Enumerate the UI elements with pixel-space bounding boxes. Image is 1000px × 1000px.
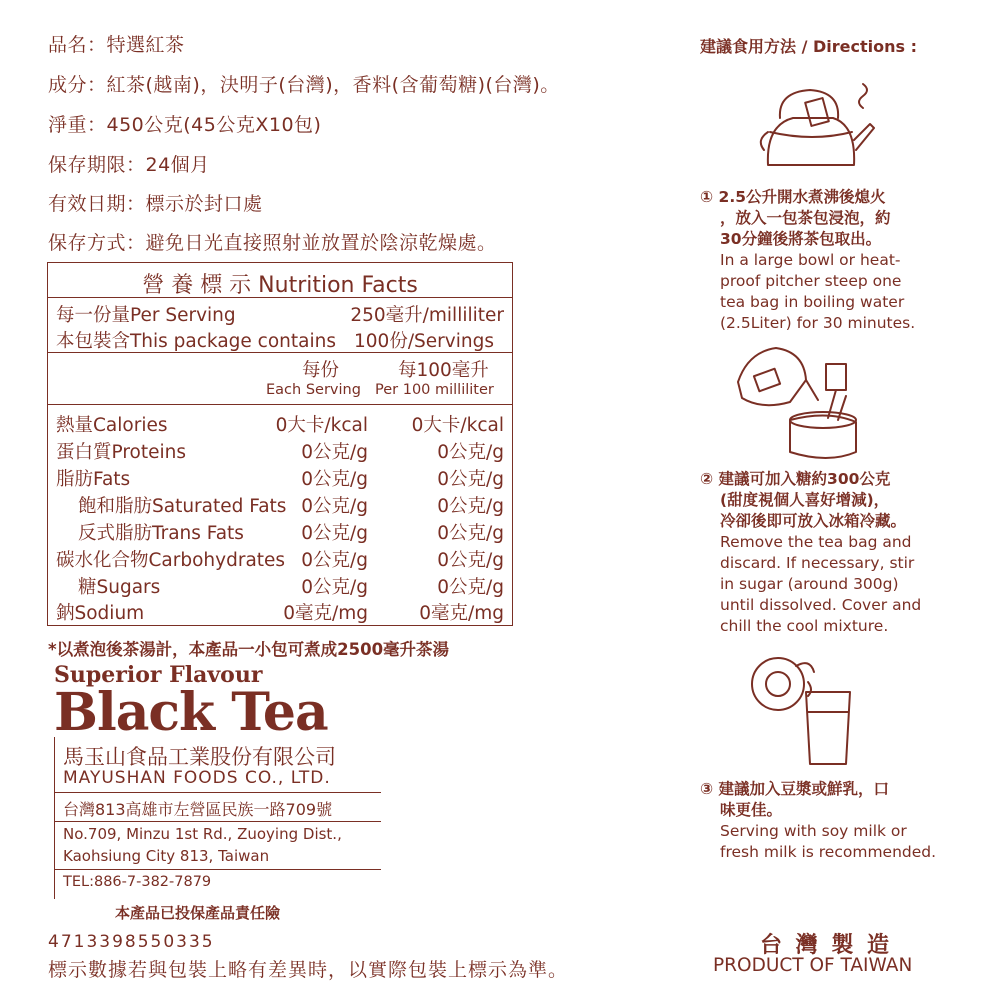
col-per-100ml-zh: 每100毫升 <box>398 360 489 381</box>
row-label: 脂肪Fats <box>56 469 131 490</box>
brand-title: Black Tea <box>54 682 328 743</box>
direction-step-2: ② 建議可加入糖約300公克 (甜度視個人喜好增減)， 冷卻後即可放入冰箱冷藏。 Remove the tea bag and discard. If necessary, stir in sugar (around 300g) until dissolved. Cover and chill the cool mixture. <box>700 470 922 635</box>
row-label: 熱量Calories <box>56 415 168 436</box>
row-value-100ml: 0公克/g <box>437 577 504 598</box>
per-serving-value: 250毫升/milliliter <box>350 305 504 326</box>
nutrition-facts-table <box>47 262 513 626</box>
telephone: TEL:886-7-382-7879 <box>63 874 212 890</box>
row-value-100ml: 0毫克/mg <box>419 603 504 624</box>
row-value-100ml: 0大卡/kcal <box>411 415 504 436</box>
nutrition-footnote: *以煮泡後茶湯計，本產品一小包可煮成2500毫升茶湯 <box>48 640 450 659</box>
company-name-en: MAYUSHAN FOODS CO., LTD. <box>63 768 331 788</box>
col-each-serving-en: Each Serving <box>266 382 361 398</box>
net-weight: 淨重：450公克(45公克X10包) <box>48 114 322 136</box>
disclaimer: 標示數據若與包裝上略有差異時，以實際包裝上標示為準。 <box>48 959 569 981</box>
brand-subtitle: Superior Flavour <box>54 662 263 688</box>
direction-step-1: ① 2.5公升開水煮沸後熄火 ，放入一包茶包浸泡，約 30分鐘後將茶包取出。 In a large bowl or heat- proof pitcher steep one tea bag in boiling water (2.5Liter) for 30 minutes. <box>700 188 916 332</box>
insurance-note: 本產品已投保產品責任險 <box>115 904 281 922</box>
row-label: 蛋白質Proteins <box>56 442 186 463</box>
row-value-100ml: 0公克/g <box>437 523 504 544</box>
row-label: 碳水化合物Carbohydrates <box>56 550 286 571</box>
row-label: 鈉Sodium <box>56 603 145 624</box>
origin-zh: 台 灣 製 造 <box>760 933 892 958</box>
storage-method: 保存方式：避免日光直接照射並放置於陰涼乾燥處。 <box>48 232 497 254</box>
serving-illustration <box>748 648 858 768</box>
kettle-illustration <box>748 80 878 180</box>
row-label: 飽和脂肪Saturated Fats <box>78 496 287 517</box>
address-en-line1: No.709, Minzu 1st Rd., Zuoying Dist., <box>63 825 342 843</box>
product-name: 品名：特選紅茶 <box>48 34 185 56</box>
row-value-100ml: 0公克/g <box>437 550 504 571</box>
row-value-serving: 0公克/g <box>301 577 368 598</box>
row-label: 反式脂肪Trans Fats <box>78 523 244 544</box>
steeping-illustration <box>728 340 878 462</box>
row-value-100ml: 0公克/g <box>437 469 504 490</box>
origin-en: PRODUCT OF TAIWAN <box>713 955 913 976</box>
row-value-serving: 0大卡/kcal <box>275 415 368 436</box>
expiry-date: 有效日期：標示於封口處 <box>48 193 263 215</box>
shelf-life: 保存期限：24個月 <box>48 154 210 176</box>
row-value-serving: 0公克/g <box>301 496 368 517</box>
address-zh: 台灣813高雄市左營區民族一路709號 <box>63 800 333 819</box>
directions-title: 建議食用方法 / Directions : <box>700 37 917 56</box>
company-name-zh: 馬玉山食品工業股份有限公司 <box>63 745 336 769</box>
row-value-100ml: 0公克/g <box>437 496 504 517</box>
col-each-serving-zh: 每份 <box>302 360 340 381</box>
barcode-number: 4713398550335 <box>48 932 215 952</box>
row-label: 糖Sugars <box>78 577 161 598</box>
row-value-serving: 0公克/g <box>301 469 368 490</box>
direction-step-3: ③ 建議加入豆漿或鮮乳，口 味更佳。 Serving with soy milk or fresh milk is recommended. <box>700 780 937 861</box>
company-info <box>54 737 381 899</box>
row-value-serving: 0毫克/mg <box>283 603 368 624</box>
package-contains-label: 本包裝含This package contains <box>56 331 336 352</box>
row-value-100ml: 0公克/g <box>437 442 504 463</box>
address-en-line2: Kaohsiung City 813, Taiwan <box>63 847 270 865</box>
package-contains-value: 100份/Servings <box>354 331 494 352</box>
ingredients: 成分：紅茶(越南)，決明子(台灣)，香料(含葡萄糖)(台灣)。 <box>48 74 560 96</box>
row-value-serving: 0公克/g <box>301 523 368 544</box>
nutrition-title: 營 養 標 示 Nutrition Facts <box>142 273 418 298</box>
row-value-serving: 0公克/g <box>301 550 368 571</box>
row-value-serving: 0公克/g <box>301 442 368 463</box>
per-serving-label: 每一份量Per Serving <box>56 305 236 326</box>
col-per-100ml-en: Per 100 milliliter <box>375 382 494 398</box>
